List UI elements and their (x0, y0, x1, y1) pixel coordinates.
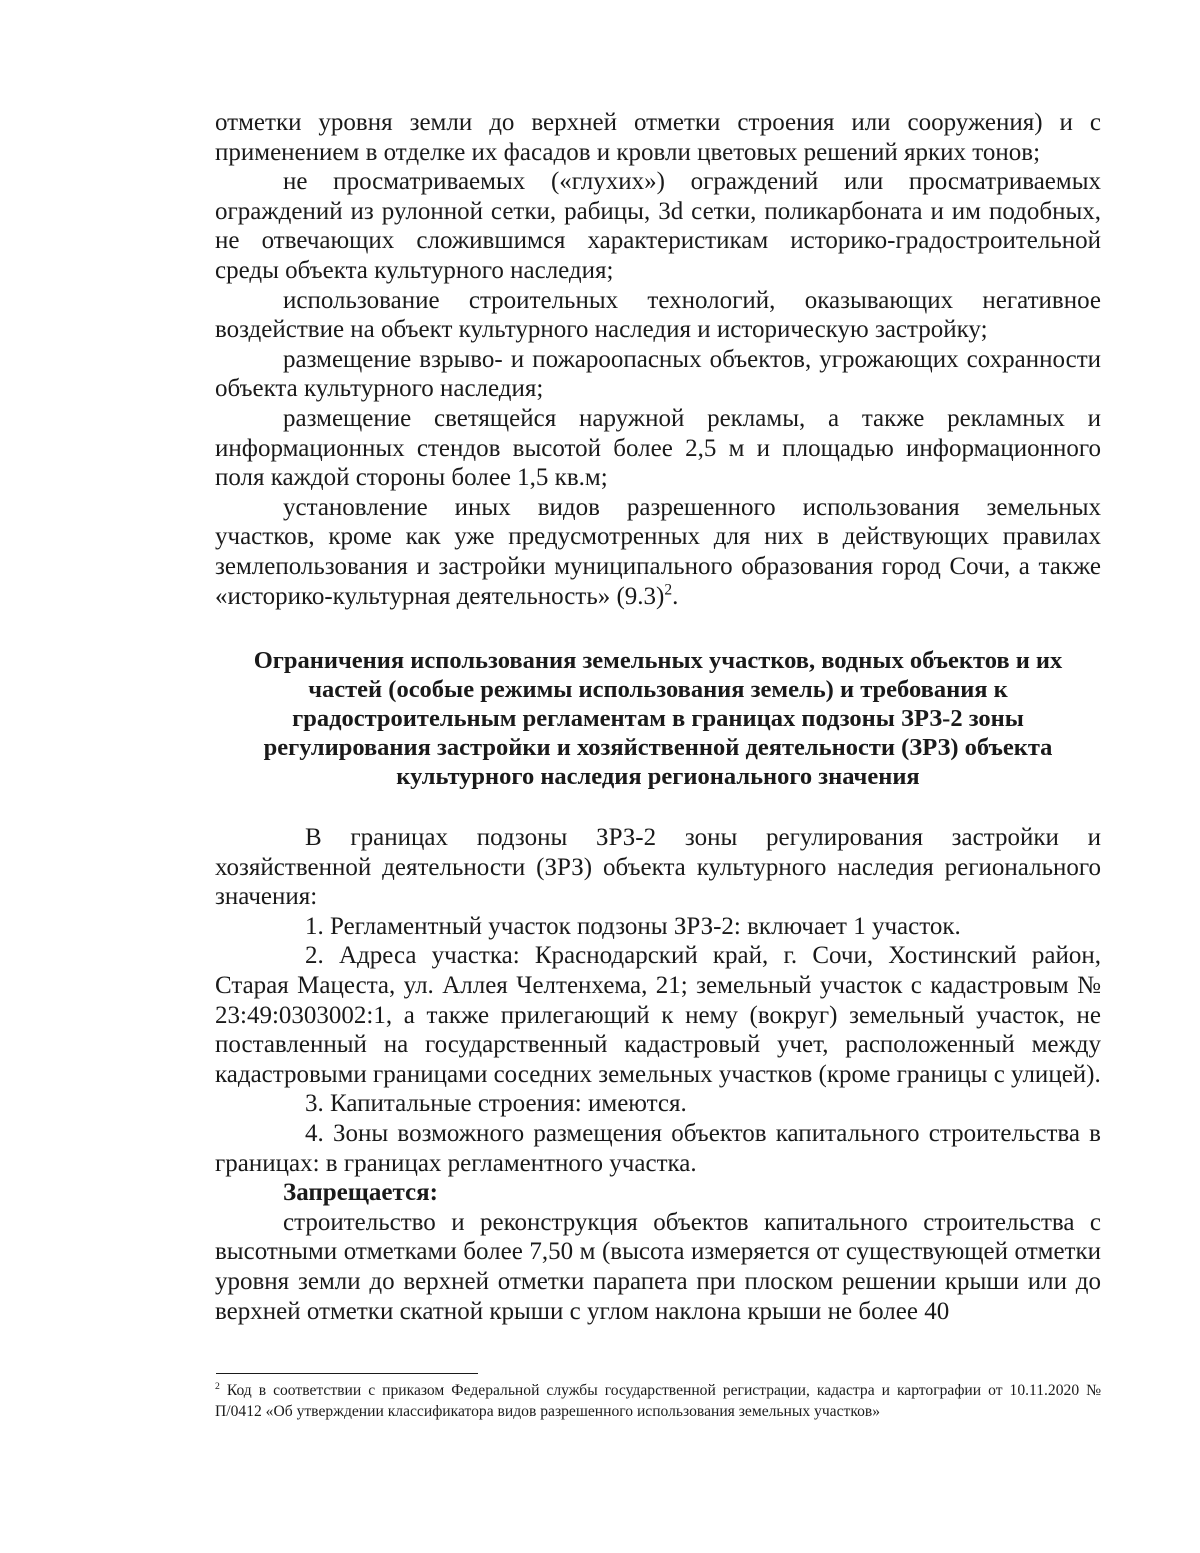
paragraph-facade-colors: отметки уровня земли до верхней отметки строения или сооружения) и с применением в отделке их фасадов и кровли цветовых решений ярких тонов; (215, 109, 1101, 166)
paragraph-advertising: размещение светящейся наружной рекламы, а также рекламных и информационных стендов высотой более 2,5 м и площадью информационного поля каждой стороны более 1,5 кв.м; (215, 404, 1101, 492)
paragraph-fences: не просматриваемых («глухих») ограждений или просматриваемых ограждений из рулонной сетки, рабицы, 3d сетки, поликарбоната и им подобных, не отвечающих сложившимся характеристикам историко-градостроительной среды объекта культурного наследия; (215, 168, 1101, 284)
paragraph-hazardous-objects: размещение взрыво- и пожароопасных объектов, угрожающих сохранности объекта культурного наследия; (215, 345, 1101, 403)
list-item-4: 4. Зоны возможного размещения объектов капитального строительства в границах: в границах регламентного участка. (215, 1119, 1101, 1177)
land-use-text: установление иных видов разрешенного использования земельных участков, кроме как уже предусмотренных для них в действующих правилах землепользования и застройки муниципального образования город Сочи, а также «историко-культурная деятельность» (9.3) (215, 493, 1101, 610)
prohibited-label: Запрещается: (283, 1179, 439, 1207)
paragraph-construction-tech: использование строительных технологий, оказывающих негативное воздействие на объект культурного наследия и историческую застройку; (215, 286, 1101, 344)
land-use-end: . (672, 582, 679, 610)
main-text-block (215, 823, 1101, 1326)
paragraph-prohibited: строительство и реконструкция объектов капитального строительства с высотными отметками более 7,50 м (высота измеряется от существующей отметки уровня земли до верхней отметки парапета при плоском решении крыши или до верхней отметки скатной крыши с углом наклона крыши не более 40 (215, 1208, 1101, 1325)
footnote-divider (216, 1373, 478, 1374)
list-item-2: 2. Адреса участка: Краснодарский край, г. Сочи, Хостинский район, Старая Мацеста, ул. Аллея Челтенхема, 21; земельный участок с кадастровым № 23:49:0303002:1, а также прилегающий к нему (вокруг) земельный участок, не поставленный на государственный кадастровый учет, расположенный между кадастровыми границами соседних земельных участков (кроме границы с улицей). (215, 942, 1101, 1088)
footnote (215, 1380, 1101, 1422)
paragraph-intro: В границах подзоны ЗРЗ-2 зоны регулирования застройки и хозяйственной деятельности (ЗРЗ) объекта культурного наследия регионального значения: (215, 824, 1101, 911)
list-item-1: 1. Регламентный участок подзоны ЗРЗ-2: включает 1 участок. (305, 912, 961, 940)
section-heading: Ограничения использования земельных участков, водных объектов и их частей (особые режимы использования земель) и требования к градостроительным регламентам в границах подзоны ЗРЗ-2 зоны регулирования застройки и хозяйственной деятельности (ЗРЗ) объекта культурного наследия регионального значения (253, 647, 1063, 790)
paragraph-land-use (215, 493, 1101, 611)
footnote-text: Код в соответствии с приказом Федеральной службы государственной регистрации, кадастра и картографии от 10.11.2020 № П/0412 «Об утверждении классификатора видов разрешенного использования земельных участков» (215, 1382, 1101, 1420)
top-text-block (215, 108, 1101, 611)
footnote-mark: 2 (215, 1380, 220, 1392)
footnote-reference: 2 (664, 581, 673, 599)
list-item-3: 3. Капитальные строения: имеются. (305, 1090, 687, 1118)
